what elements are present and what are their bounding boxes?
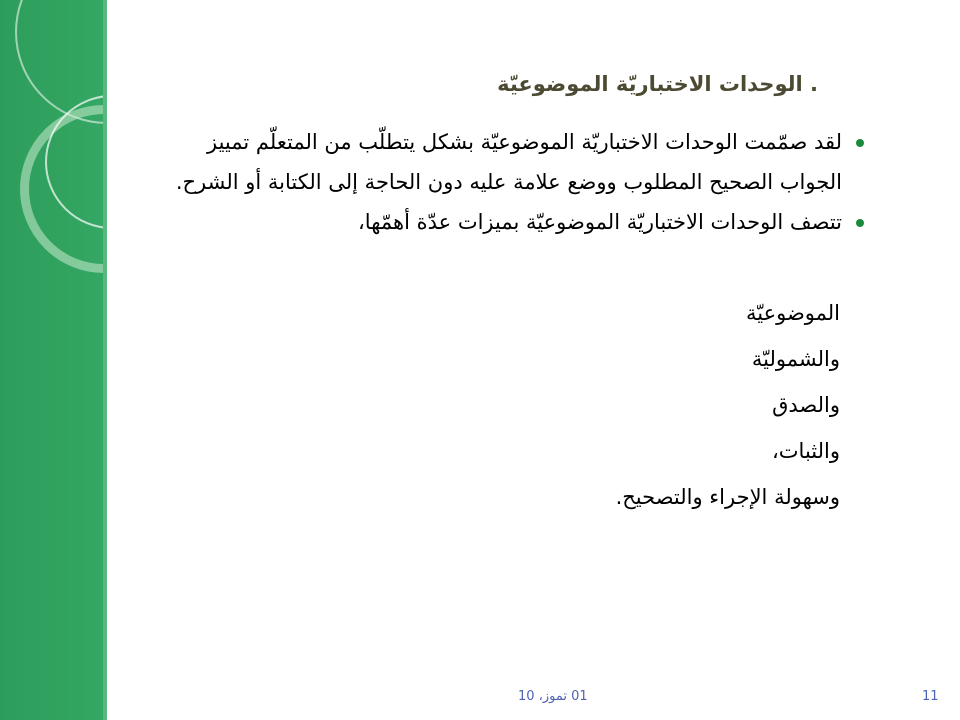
bullet-item [164,122,864,202]
side-band-edge [103,0,107,720]
footer-date: 01 تموز، 10 [518,689,588,704]
bullet-item [164,202,864,242]
bullet-text: تتصف الوحدات الاختباريّة الموضوعيّة بميزات عدّة أهمّها، [358,210,842,234]
slide-title: . الوحدات الاختباريّة الموضوعيّة [497,72,818,96]
decorative-side-band [0,0,107,720]
slide-number: 11 [922,689,939,704]
bullet-list [164,122,864,242]
feature-item: والشموليّة [751,347,840,371]
bullet-text: لقد صمّمت الوحدات الاختباريّة الموضوعيّة بشكل يتطلّب من المتعلّم تمييز الجواب الصحيح المطلوب ووضع علامة عليه دون الحاجة إلى الكتابة أو الشرح. [175,130,842,194]
feature-item: الموضوعيّة [745,301,840,325]
feature-item: والصدق [772,393,840,417]
feature-item: وسهولة الإجراء والتصحيح. [615,485,840,509]
bullet-dot-icon [856,219,864,227]
feature-item: والثبات، [772,439,840,463]
bullet-dot-icon [856,139,864,147]
feature-list [616,290,840,520]
